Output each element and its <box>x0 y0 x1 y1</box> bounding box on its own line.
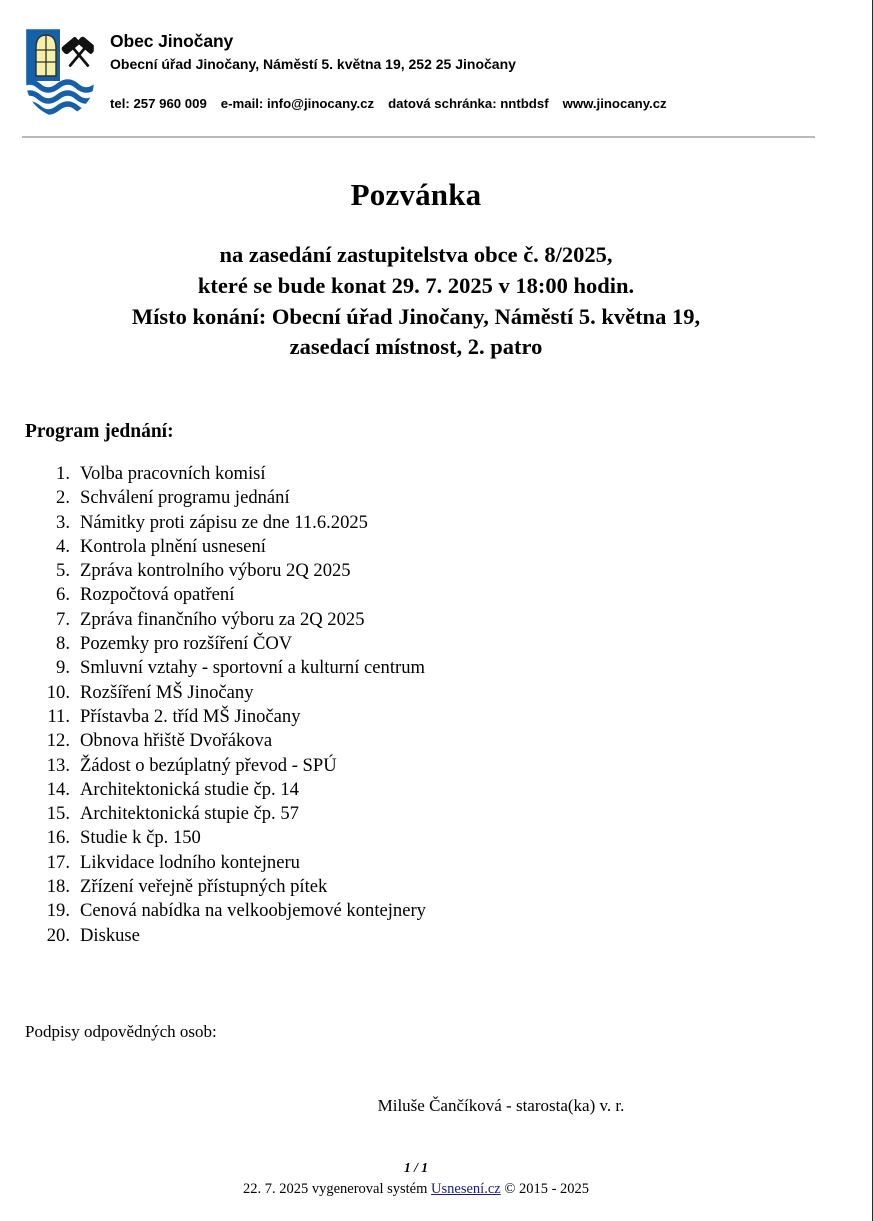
list-item-number: 4. <box>56 535 70 557</box>
list-item-number: 13. <box>46 754 70 776</box>
meeting-line: Místo konání: Obecní úřad Jinočany, Náměstí 5. května 19, <box>131 303 701 329</box>
meeting-line: na zasedání zastupitelstva obce č. 8/2025, <box>219 242 613 267</box>
list-item <box>25 729 725 753</box>
list-item-label: Zpráva kontrolního výboru 2Q 2025 <box>80 560 351 582</box>
list-item-label: Pozemky pro rozšíření ČOV <box>80 633 293 655</box>
header-divider <box>22 136 815 138</box>
footer-generated-prefix: 22. 7. 2025 vygeneroval systém <box>242 1181 432 1197</box>
program-list <box>25 462 725 948</box>
list-item-label: Cenová nabídka na velkoobjemové kontejnery <box>80 900 426 922</box>
list-item <box>25 924 725 948</box>
list-item-label: Smluvní vztahy - sportovní a kulturní centrum <box>80 657 425 679</box>
phone-text: tel: 257 960 009 <box>110 95 207 111</box>
list-item-label: Přístavba 2. tříd MŠ Jinočany <box>80 705 301 727</box>
list-item-label: Diskuse <box>80 924 140 946</box>
letterhead-text <box>110 26 817 111</box>
list-item-number: 12. <box>46 730 70 752</box>
list-item-number: 1. <box>56 463 70 484</box>
list-item-label: Schválení programu jednání <box>80 487 290 509</box>
list-item-number: 7. <box>56 608 70 630</box>
list-item-number: 17. <box>46 851 70 873</box>
list-item-number: 20. <box>46 924 70 946</box>
list-item <box>25 681 725 705</box>
list-item-number: 6. <box>56 584 70 606</box>
jinocany-coat-of-arms-icon <box>22 26 98 122</box>
signatory-name: Miluše Čančíková - starosta(ka) v. r. <box>377 1096 625 1115</box>
list-item-label: Volba pracovních komisí <box>80 463 266 484</box>
list-item-label: Zpráva finančního výboru za 2Q 2025 <box>80 608 365 630</box>
list-item <box>25 486 725 510</box>
list-item <box>25 851 725 875</box>
list-item-number: 11. <box>47 705 70 727</box>
list-item-number: 8. <box>56 633 70 655</box>
list-item <box>25 826 725 850</box>
list-item-number: 15. <box>46 803 70 825</box>
list-item-label: Obnova hřiště Dvořákova <box>80 730 273 752</box>
list-item-number: 5. <box>56 560 70 582</box>
website-text: www.jinocany.cz <box>562 95 667 111</box>
list-item-number: 2. <box>56 487 70 509</box>
usneseni-cz-link[interactable]: Usnesení.cz <box>431 1181 501 1197</box>
organization-name: Obec Jinočany <box>110 31 234 51</box>
list-item-label: Likvidace lodního kontejneru <box>80 851 300 873</box>
list-item <box>25 656 725 680</box>
organization-contact-line <box>110 96 817 111</box>
list-item-label: Architektonická studie čp. 14 <box>80 778 299 800</box>
list-item-label: Rozšíření MŠ Jinočany <box>80 681 254 703</box>
list-item <box>25 559 725 583</box>
list-item-label: Žádost o bezúplatný převod - SPÚ <box>80 754 337 776</box>
list-item <box>25 705 725 729</box>
list-item-label: Studie k čp. 150 <box>80 827 201 849</box>
list-item-number: 19. <box>46 900 70 922</box>
meeting-details <box>0 240 832 363</box>
list-item <box>25 462 725 486</box>
list-item-label: Námitky proti zápisu ze dne 11.6.2025 <box>80 511 368 533</box>
list-item-number: 9. <box>56 657 70 679</box>
list-item-number: 3. <box>56 511 70 533</box>
footer-copyright: © 2015 - 2025 <box>500 1181 590 1197</box>
list-item-number: 10. <box>46 681 70 703</box>
list-item-label: Architektonická stupie čp. 57 <box>80 803 299 825</box>
list-item <box>25 608 725 632</box>
list-item <box>25 754 725 778</box>
list-item <box>25 802 725 826</box>
list-item <box>25 583 725 607</box>
signature-section-label: Podpisy odpovědných osob: <box>25 1022 217 1041</box>
list-item <box>25 875 725 899</box>
organization-address: Obecní úřad Jinočany, Náměstí 5. května 19, 252 25 Jinočany <box>110 55 516 72</box>
list-item-number: 16. <box>46 827 70 849</box>
page-indicator: 1 / 1 <box>403 1160 428 1175</box>
email-text: e-mail: info@jinocany.cz <box>220 95 375 111</box>
program-heading: Program jednání: <box>25 421 174 442</box>
list-item-label: Zřízení veřejně přístupných pítek <box>80 876 328 898</box>
meeting-line: které se bude konat 29. 7. 2025 v 18:00 hodin. <box>197 272 635 298</box>
list-item <box>25 632 725 656</box>
list-item <box>25 535 725 559</box>
list-item <box>25 778 725 802</box>
meeting-line: zasedací místnost, 2. patro <box>289 334 543 360</box>
list-item-label: Kontrola plnění usnesení <box>80 535 266 557</box>
page-title: Pozvánka <box>350 177 482 212</box>
list-item-number: 14. <box>46 778 70 800</box>
letterhead <box>22 26 817 122</box>
footer-generated-line <box>0 1181 832 1198</box>
list-item-label: Rozpočtová opatření <box>80 584 235 606</box>
data-box-text: datová schránka: nntbdsf <box>388 95 549 111</box>
list-item <box>25 899 725 923</box>
list-item-number: 18. <box>46 876 70 898</box>
list-item <box>25 511 725 535</box>
